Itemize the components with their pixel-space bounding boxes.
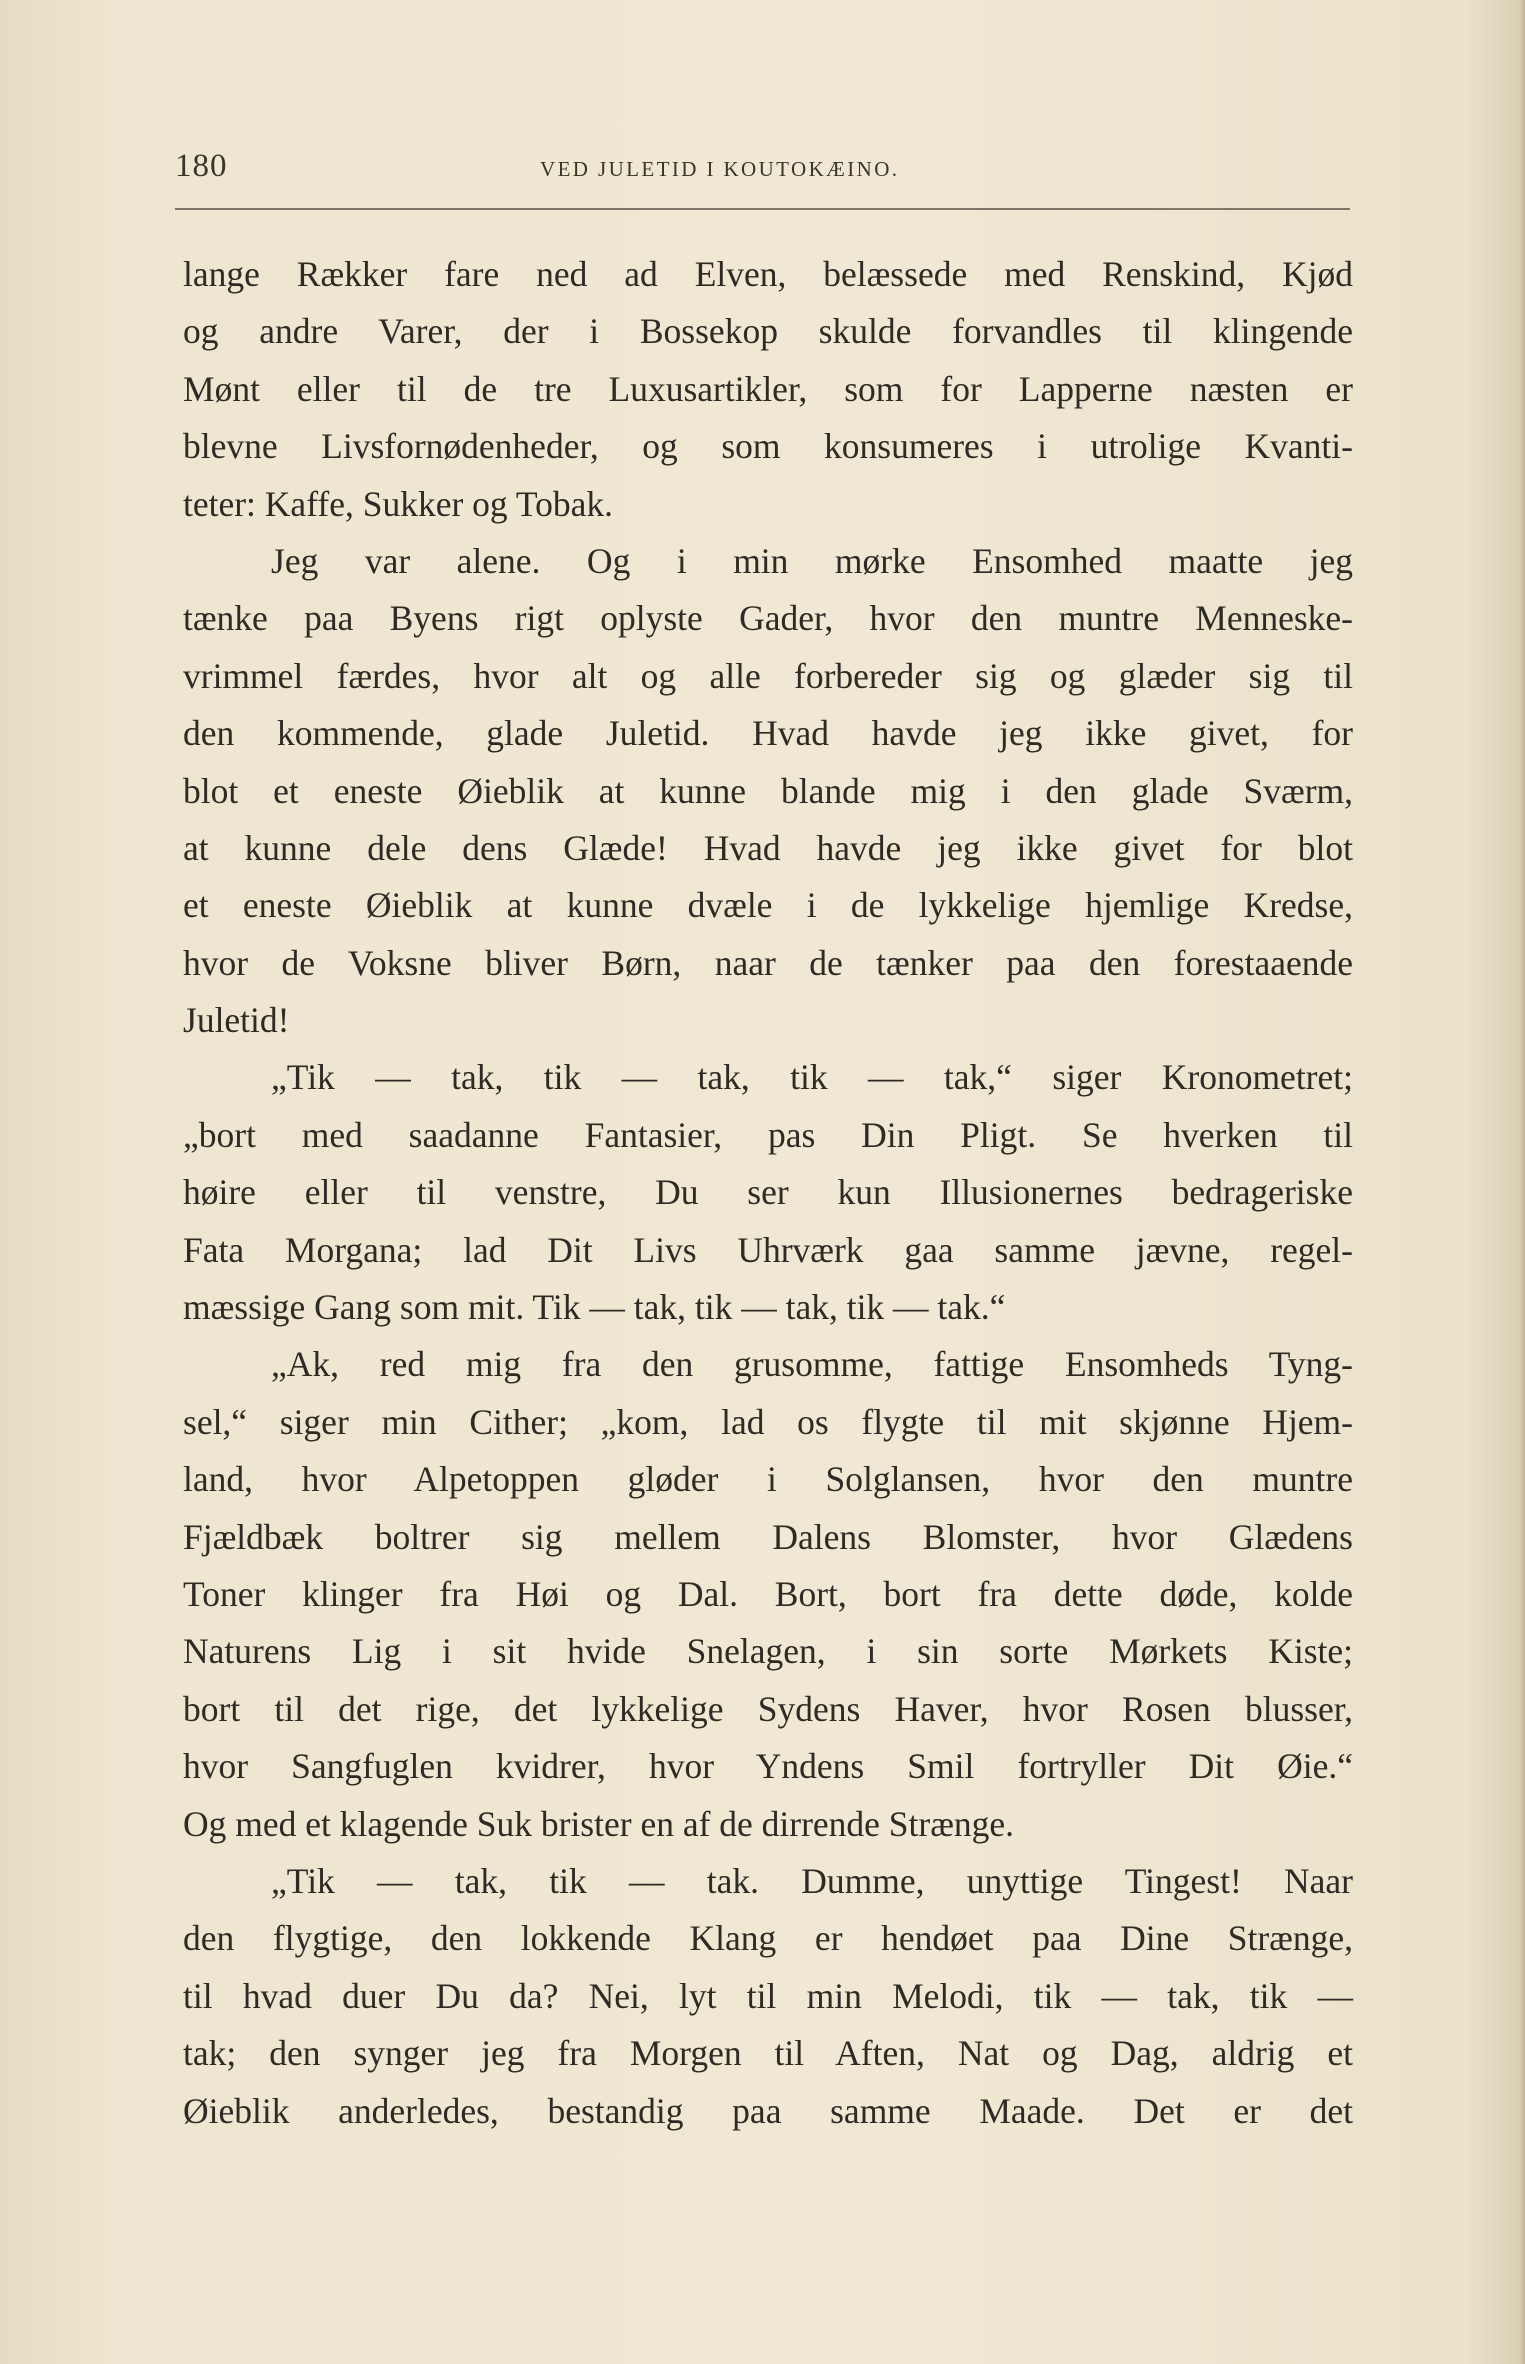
text-line: land, hvor Alpetoppen gløder i Solglansen, hvor den muntre [183,1459,1353,1500]
text-line: lange Rækker fare ned ad Elven, belæssede med Renskind, Kjød [183,254,1353,294]
text-line: mæssige Gang som mit. Tik — tak, tik — tak, tik — tak.“ [183,1287,1006,1328]
text-line: tak; den synger jeg fra Morgen til Aften, Nat og Dag, aldrig et [183,2033,1353,2074]
page-header [175,148,1350,198]
text-line: høire eller til venstre, Du ser kun Illusionernes bedrageriske [183,1172,1353,1213]
text-line: blevne Livsfornødenheder, og som konsumeres i utrolige Kvanti- [183,426,1353,467]
text-line: den kommende, glade Juletid. Hvad havde jeg ikke givet, for [183,713,1353,754]
text-line: „Ak, red mig fra den grusomme, fattige Ensomheds Tyng- [271,1344,1353,1385]
text-line: sel,“ siger min Cither; „kom, lad os flygte til mit skjønne Hjem- [183,1401,1353,1442]
text-line: Øieblik anderledes, bestandig paa samme Maade. Det er det [183,2090,1353,2131]
text-line: bort til det rige, det lykkelige Sydens Haver, hvor Rosen blusser, [183,1688,1353,1729]
body-text [183,246,1353,2140]
page-number: 180 [175,148,228,184]
text-line: tænke paa Byens rigt oplyste Gader, hvor den muntre Menneske- [183,598,1353,639]
text-line: Juletid! [183,1000,290,1041]
text-line: Og med et klagende Suk brister en af de dirrende Strænge. [183,1803,1015,1844]
text-line: Jeg var alene. Og i min mørke Ensomhed maatte jeg [271,540,1353,581]
text-line: teter: Kaffe, Sukker og Tobak. [183,483,613,524]
text-line: hvor de Voksne bliver Børn, naar de tænker paa den forestaaende [183,942,1353,983]
running-head: VED JULETID I KOUTOKÆINO. [540,157,900,181]
text-line: „Tik — tak, tik — tak, tik — tak,“ siger Kronometret; [271,1057,1353,1098]
text-line: hvor Sangfuglen kvidrer, hvor Yndens Smil fortryller Dit Øie.“ [183,1746,1353,1787]
text-line: „bort med saadanne Fantasier, pas Din Pligt. Se hverken til [183,1114,1353,1155]
text-line: Fjældbæk boltrer sig mellem Dalens Blomster, hvor Glædens [183,1516,1353,1557]
text-line: „Tik — tak, tik — tak. Dumme, unyttige Tingest! Naar [271,1860,1353,1901]
text-line: vrimmel færdes, hvor alt og alle forbereder sig og glæder sig til [183,655,1353,696]
text-line: Mønt eller til de tre Luxusartikler, som for Lapperne næsten er [183,368,1353,409]
text-line: Toner klinger fra Høi og Dal. Bort, bort fra dette døde, kolde [183,1573,1353,1614]
text-line: den flygtige, den lokkende Klang er hendøet paa Dine Strænge, [183,1918,1353,1959]
text-line: Naturens Lig i sit hvide Snelagen, i sin sorte Mørkets Kiste; [183,1631,1353,1672]
text-line: et eneste Øieblik at kunne dvæle i de lykkelige hjemlige Kredse, [183,885,1353,926]
page-edge-shadow [1519,0,1525,2364]
text-line: at kunne dele dens Glæde! Hvad havde jeg ikke givet for blot [183,827,1353,868]
text-line: Fata Morgana; lad Dit Livs Uhrværk gaa samme jævne, regel- [183,1229,1353,1270]
header-rule [175,208,1350,210]
text-line: blot et eneste Øieblik at kunne blande mig i den glade Sværm, [183,770,1353,811]
text-line: til hvad duer Du da? Nei, lyt til min Melodi, tik — tak, tik — [183,1975,1353,2016]
text-line: og andre Varer, der i Bossekop skulde forvandles til klingende [183,311,1353,352]
